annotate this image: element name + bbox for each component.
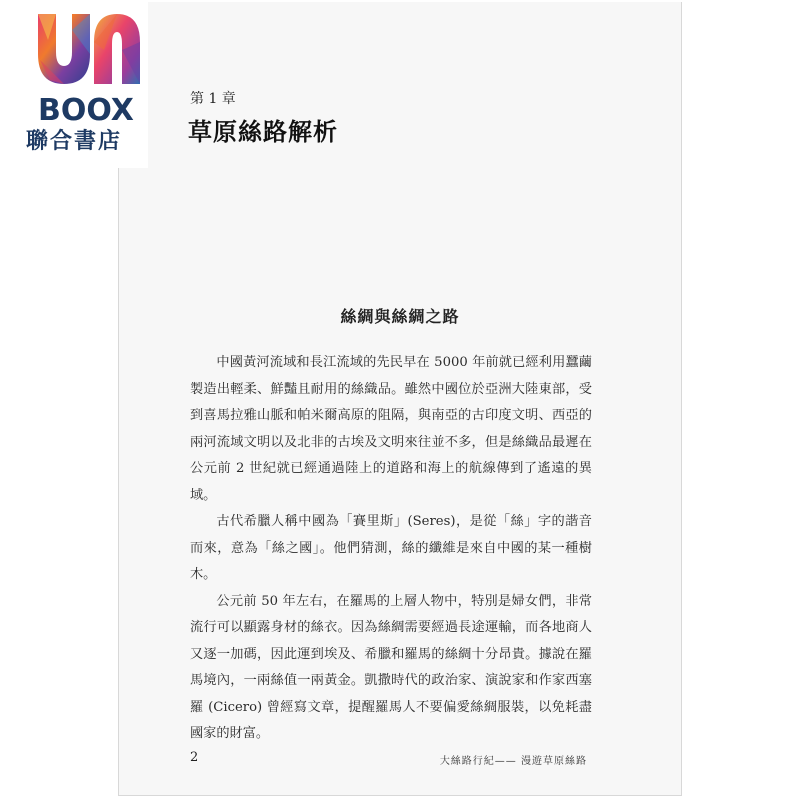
page-number: 2 [190, 750, 199, 765]
running-head: 大絲路行紀—— 漫遊草原絲路 [439, 756, 587, 767]
unboox-logo [0, 0, 148, 168]
logo-subtitle: 聯合書店 [25, 129, 122, 154]
paragraph: 公元前 50 年左右，在羅馬的上層人物中，特別是婦女們，非常流行可以顯露身材的絲衣。因為絲綢需要經過長途運輸，而各地商人又逐一加碼，因此運到埃及、希臘和羅馬的絲綢十分昂貴。據說在羅馬境內，一兩絲值一兩黃金。凱撒時代的政治家、演說家和作家西塞羅 (Cicero) 曾經寫文章，提醒羅馬人不要偏愛絲綢服裝，以免耗盡國家的財富。 [190, 593, 592, 741]
body-text [190, 350, 592, 748]
logo-wordmark-graphic [0, 0, 148, 124]
logo-name-text: BOOX [38, 93, 134, 124]
paragraph: 古代希臘人稱中國為「賽里斯」(Seres)，是從「絲」字的諧音而來，意為「絲之國」。他們猜測，絲的纖維是來自中國的某一種樹木。 [190, 514, 592, 582]
chapter-title: 草原絲路解析 [188, 118, 338, 146]
section-title: 絲綢與絲綢之路 [340, 307, 460, 326]
chapter-label: 第 1 章 [190, 91, 236, 107]
paragraph: 中國黃河流域和長江流域的先民早在 5000 年前就已經利用蠶繭製造出輕柔、鮮豔且耐用的絲織品。雖然中國位於亞洲大陸東部，受到喜馬拉雅山脈和帕米爾高原的阻隔，與南亞的古印度文明、西亞的兩河流域文明以及北非的古埃及文明來往並不多，但是絲織品最遲在公元前 2 世紀就已經通過陸上的道路和海上的航線傳到了遙遠的異域。 [190, 355, 592, 503]
